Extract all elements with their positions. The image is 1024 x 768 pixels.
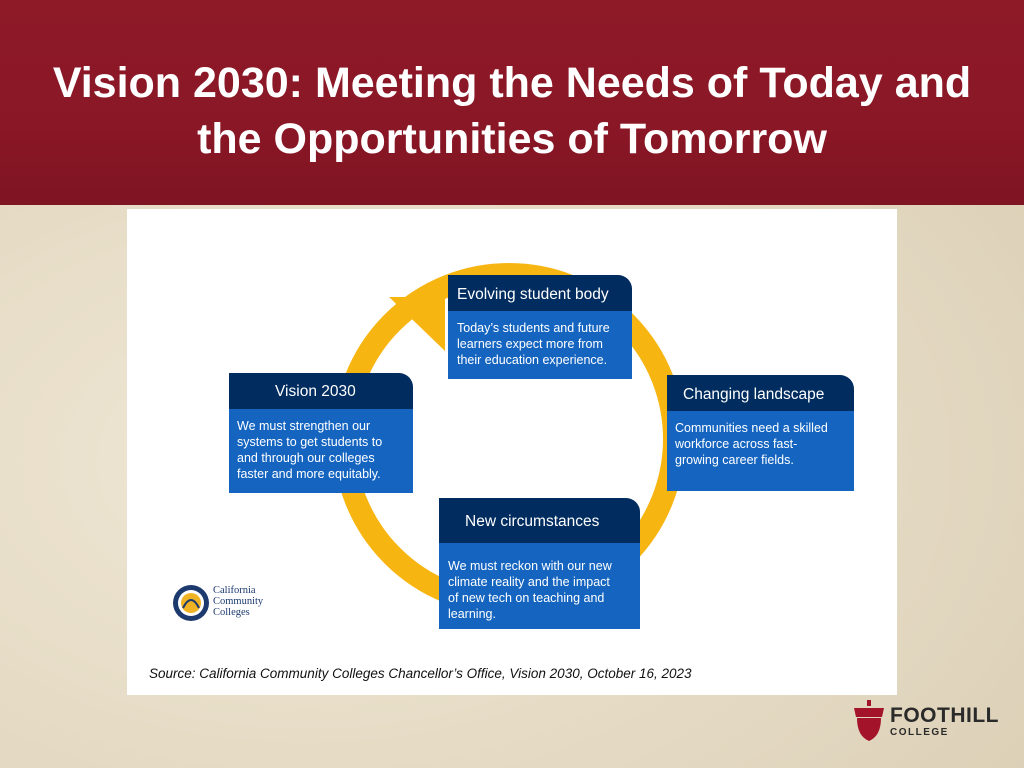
- box-changing-landscape: [667, 375, 854, 491]
- box-heading: Vision 2030: [229, 373, 413, 409]
- box-new-circumstances: [439, 498, 640, 629]
- foothill-college-logo: [852, 700, 1002, 744]
- title-banner: [0, 0, 1024, 205]
- cc-logo-text: [213, 585, 263, 618]
- cc-logo-line-2: Community: [213, 596, 264, 607]
- foothill-logo-name: FOOTHILL: [890, 704, 999, 727]
- cc-seal-icon: [171, 582, 211, 622]
- box-heading: Changing landscape: [667, 375, 854, 411]
- cc-logo-line-1: California: [213, 585, 256, 596]
- box-text: We must reckon with our new climate reality and the impact of new tech on teaching and learning.: [439, 543, 640, 629]
- slide-title: [0, 55, 1024, 167]
- box-heading: New circumstances: [439, 498, 640, 543]
- acorn-icon: [852, 700, 886, 742]
- cc-logo-line-3: Colleges: [213, 607, 250, 618]
- box-heading: Evolving student body: [448, 275, 632, 311]
- box-text: We must strengthen our systems to get students to and through our colleges faster and more equitably.: [229, 409, 413, 493]
- california-community-colleges-logo: [171, 582, 291, 626]
- box-text: Today’s students and future learners expect more from their education experience.: [448, 311, 632, 379]
- slide-title-line-2: the Opportunities of Tomorrow: [197, 115, 827, 163]
- box-vision-2030: [229, 373, 413, 493]
- source-citation: Source: California Community Colleges Chancellor’s Office, Vision 2030, October 16, 2023: [149, 666, 692, 681]
- diagram-panel: [127, 209, 897, 695]
- box-text: Communities need a skilled workforce across fast- growing career fields.: [667, 411, 854, 491]
- slide-title-line-1: Vision 2030: Meeting the Needs of Today and: [52, 59, 972, 107]
- box-evolving-student-body: [448, 275, 632, 379]
- foothill-logo-sub: COLLEGE: [890, 727, 949, 738]
